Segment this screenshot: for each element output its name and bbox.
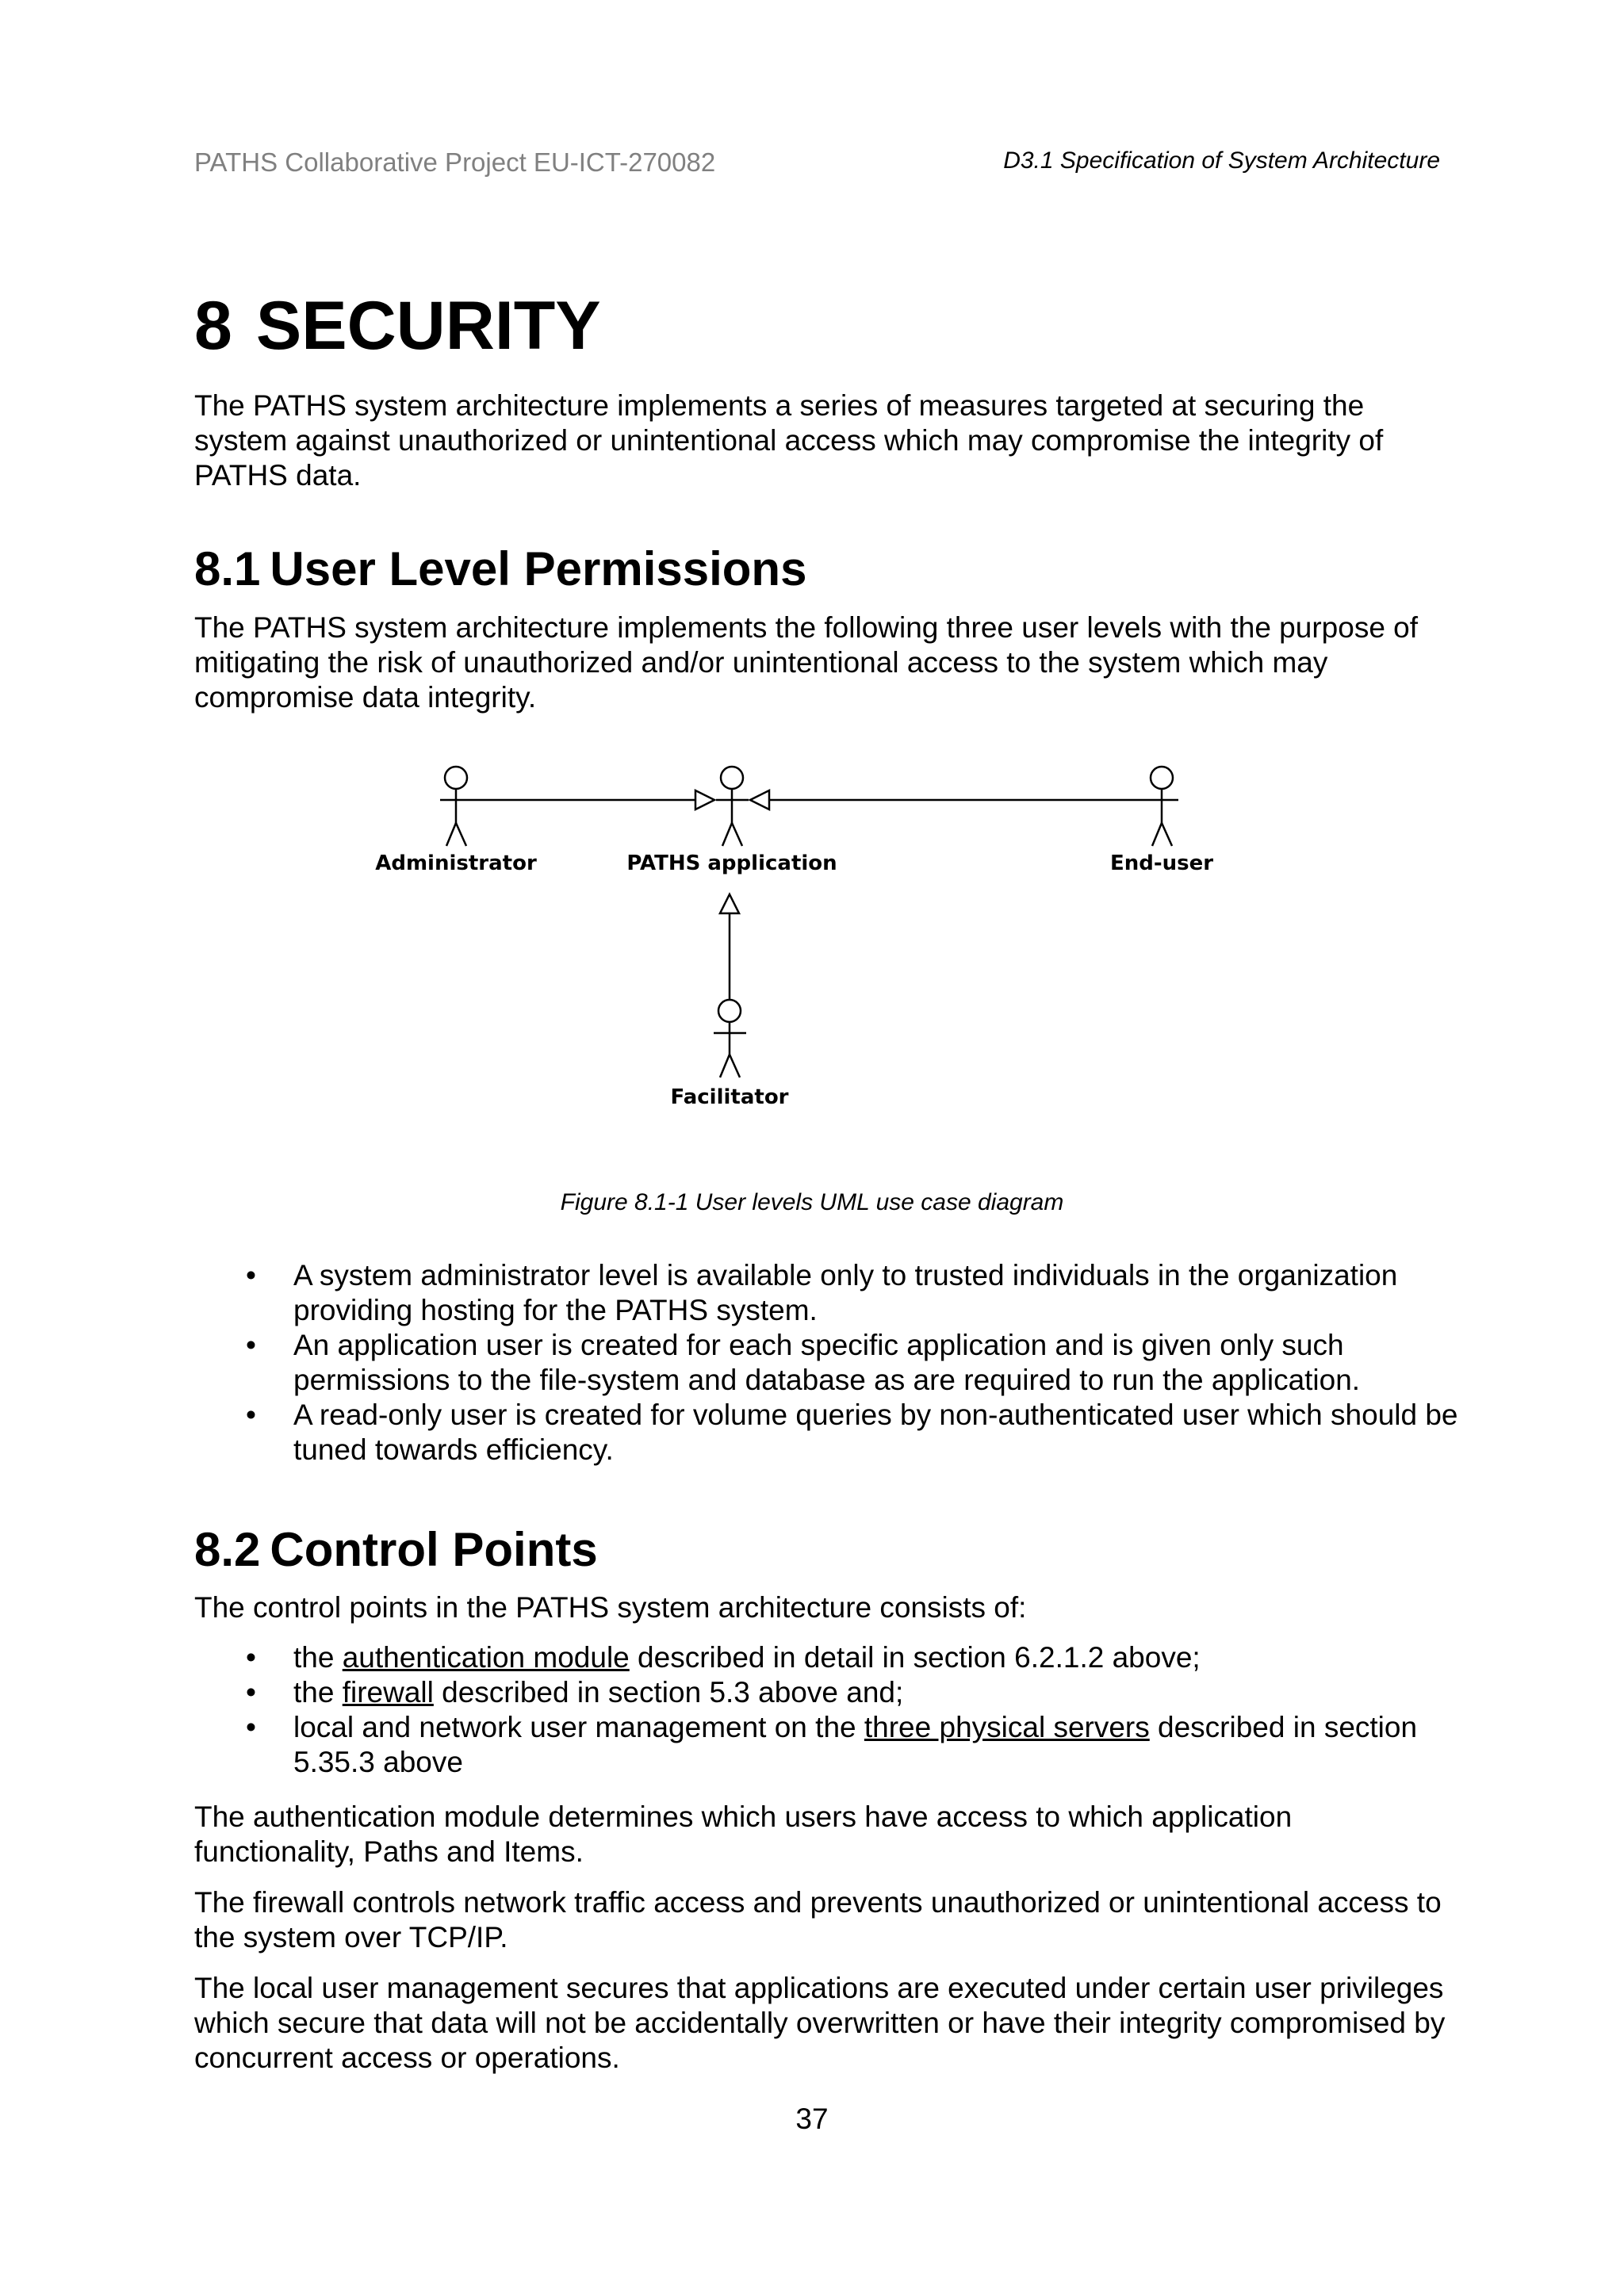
section-8-title: SECURITY: [255, 288, 601, 364]
firewall-paragraph: The firewall controls network traffic access and prevents unauthorized or unintentional access to the system over TCP/IP.: [194, 1886, 1442, 1954]
bullet-icon: •: [246, 1329, 256, 1361]
bullet-icon: •: [246, 1259, 256, 1292]
list-item-suffix: described in section 5.35.3 above: [293, 1711, 1418, 1778]
label-paths-application: PATHS application: [626, 851, 837, 875]
header-project: PATHS Collaborative Project EU-ICT-270082: [194, 147, 716, 177]
label-end-user: End-user: [1109, 851, 1214, 875]
list-item-prefix: the: [293, 1676, 343, 1709]
actor-end-user: [1146, 767, 1178, 846]
actor-paths-application: [716, 767, 749, 846]
generalization-administrator: [473, 790, 714, 809]
label-administrator: Administrator: [375, 851, 537, 875]
label-facilitator: Facilitator: [670, 1085, 789, 1109]
generalization-end-user: [750, 790, 1146, 809]
section-8-2-intro: The control points in the PATHS system architecture consists of:: [194, 1591, 1027, 1624]
list-item: [194, 1398, 1463, 1468]
list-item-text: An application user is created for each specific application and is given only such permissions to the file-system and database as are required to run the application.: [293, 1329, 1361, 1396]
list-item-text: A read-only user is created for volume queries by non-authenticated user which should be tuned towards efficiency.: [293, 1399, 1458, 1466]
list-item: [194, 1640, 1463, 1675]
generalization-facilitator: [720, 894, 739, 1000]
section-8-1-title: User Level Permissions: [270, 542, 807, 595]
figure-caption: Figure 8.1-1 User levels UML use case diagram: [560, 1189, 1064, 1215]
actor-facilitator: [714, 1000, 746, 1077]
section-8-1-intro: The PATHS system architecture implements the following three user levels with the purpose of mitigating the risk of unauthorized and/or unintentional access to the system which may compromise data integrity.: [194, 611, 1419, 714]
bullet-icon: •: [246, 1399, 256, 1431]
user-level-list: [194, 1258, 1463, 1468]
list-item-text: A system administrator level is available only to trusted individuals in the organization providing hosting for the PATHS system.: [293, 1259, 1398, 1326]
bullet-icon: •: [246, 1641, 256, 1674]
header-document-title: D3.1 Specification of System Architecture: [1003, 147, 1440, 174]
list-item: [194, 1258, 1463, 1328]
actor-administrator: [440, 767, 473, 846]
user-management-paragraph: The local user management secures that applications are executed under certain user privileges which secure that data will not be accidentally overwritten or have their integrity compromised by concurrent access or operations.: [194, 1972, 1446, 2074]
section-8-1-number: 8.1: [194, 542, 261, 595]
list-item-suffix: described in detail in section 6.2.1.2 above;: [629, 1641, 1201, 1674]
authentication-module-link[interactable]: authentication module: [342, 1641, 630, 1674]
section-8-2-number: 8.2: [194, 1523, 261, 1576]
list-item-prefix: local and network user management on the: [293, 1711, 864, 1743]
section-8-intro: The PATHS system architecture implements a series of measures targeted at securing the system against unauthorized or unintentional access which may compromise the integrity of PATHS data.: [194, 389, 1384, 492]
firewall-link[interactable]: firewall: [342, 1676, 434, 1709]
physical-servers-link[interactable]: three physical servers: [864, 1711, 1150, 1743]
list-item-prefix: the: [293, 1641, 343, 1674]
control-points-list: [194, 1640, 1463, 1780]
page-number: 37: [795, 2103, 829, 2135]
section-8-2-heading: [194, 1523, 598, 1576]
bullet-icon: •: [246, 1676, 256, 1709]
list-item: [194, 1675, 1463, 1710]
section-8-2-title: Control Points: [270, 1523, 598, 1576]
bullet-icon: •: [246, 1711, 256, 1743]
list-item-suffix: described in section 5.3 above and;: [433, 1676, 904, 1709]
list-item: [194, 1710, 1463, 1780]
section-8-number: 8: [194, 288, 232, 364]
list-item: [194, 1328, 1463, 1398]
authentication-paragraph: The authentication module determines which users have access to which application functionality, Paths and Items.: [194, 1800, 1293, 1868]
